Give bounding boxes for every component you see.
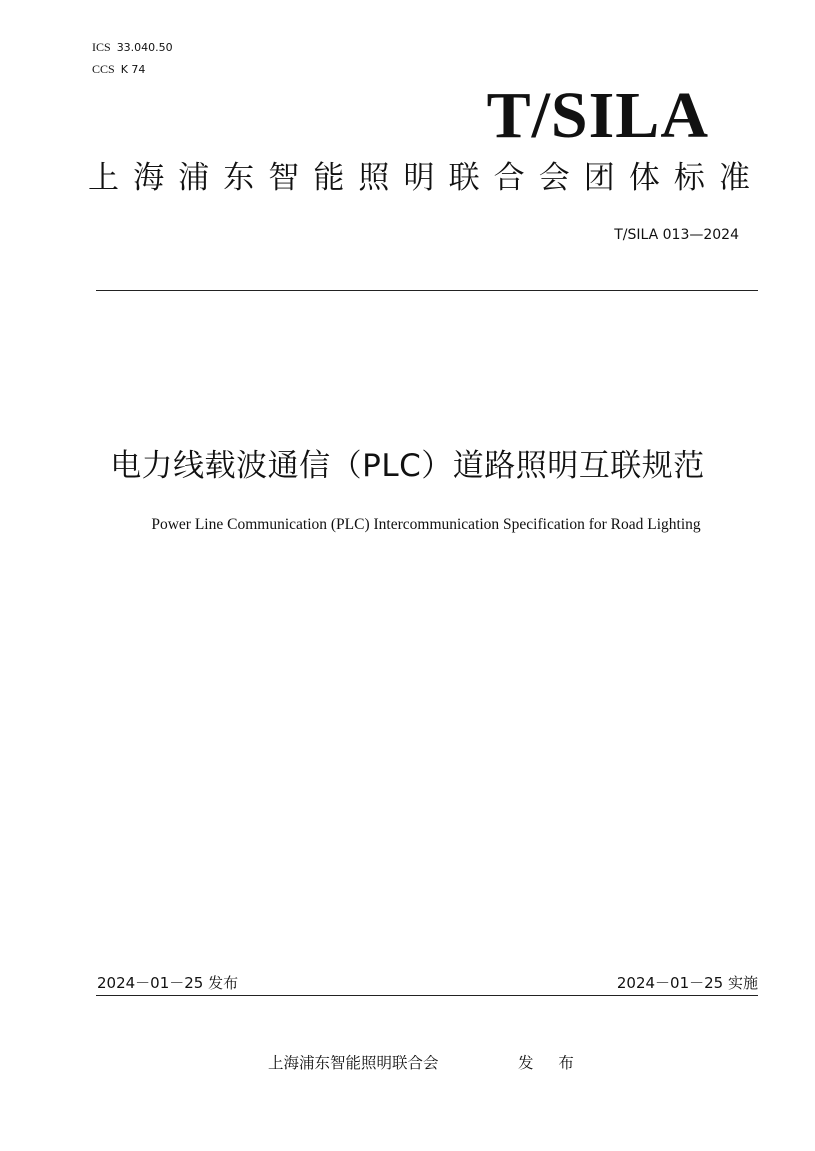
ccs-code: [92, 61, 145, 78]
publisher-name: 上海浦东智能照明联合会: [268, 1054, 439, 1072]
ccs-label: CCS: [92, 62, 115, 76]
implementation-date: 2024－01－25 实施: [616, 974, 758, 992]
ics-value: 33.040.50: [116, 41, 173, 54]
document-title-chinese: 电力线载波通信（PLC）道路照明互联规范: [110, 448, 705, 484]
ics-code: [92, 39, 173, 56]
standard-logo: T/SILA: [486, 79, 709, 152]
ccs-value: K 74: [120, 63, 146, 76]
organization-standard-title: 上 海 浦 东 智 能 照 明 联 合 会 团 体 标 准: [88, 160, 750, 196]
standard-number: T/SILA 013—2024: [614, 227, 739, 243]
document-title-english: Power Line Communication (PLC) Intercommunication Specification for Road Lighting: [151, 516, 701, 533]
top-divider: [96, 290, 758, 291]
issue-date: 2024－01－25 发布: [97, 974, 239, 992]
publish-label: 发 布: [518, 1054, 584, 1072]
ics-label: ICS: [92, 40, 111, 54]
bottom-divider: [96, 995, 758, 996]
